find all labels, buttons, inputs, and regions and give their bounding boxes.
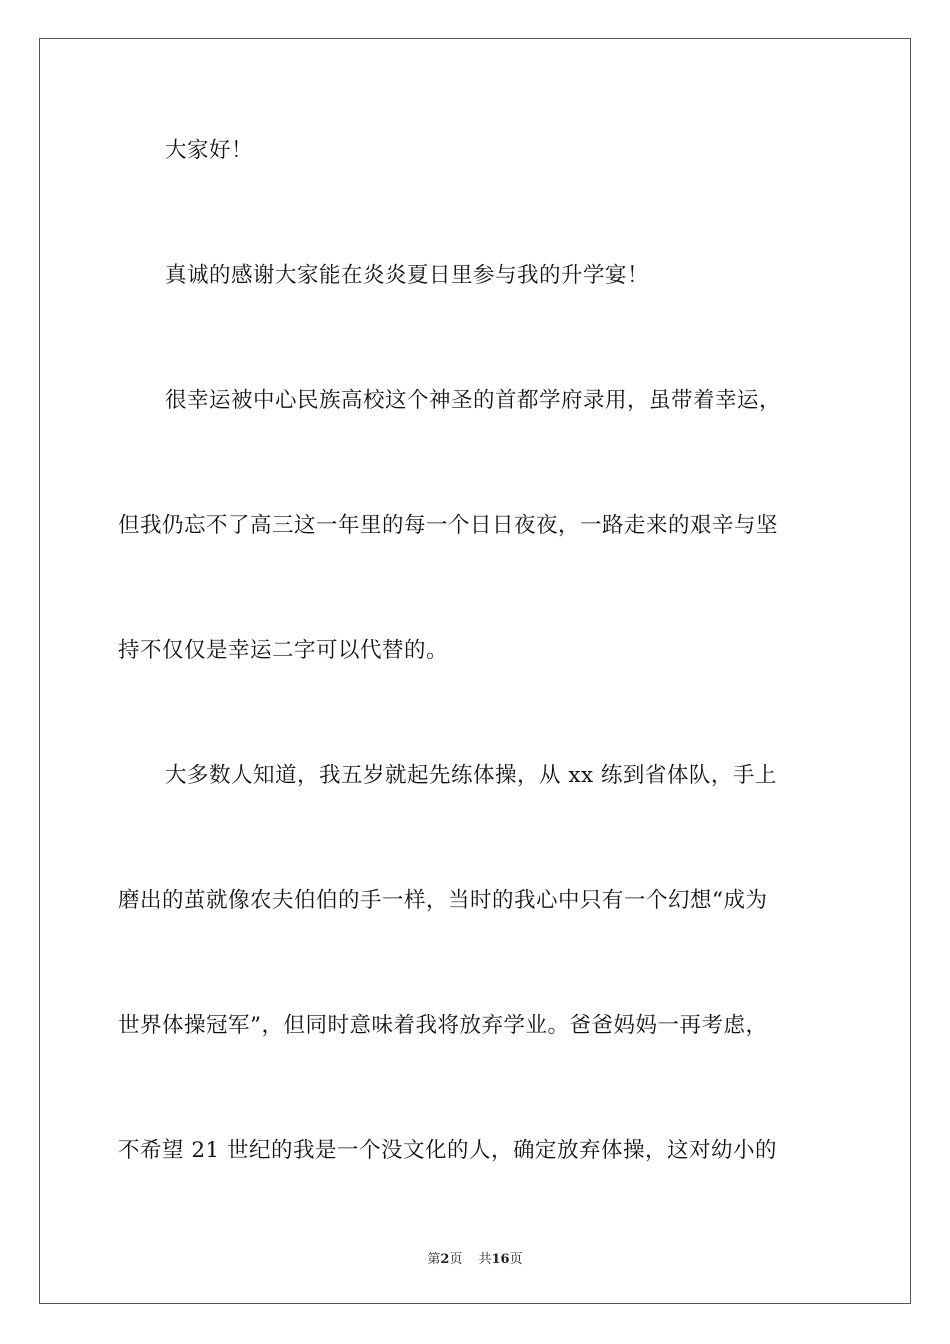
paragraph-line-8: 世界体操冠军”，但同时意味着我将放弃学业。爸爸妈妈一再考虑， xyxy=(118,1013,768,1038)
page-footer xyxy=(0,1248,950,1267)
paragraph-line-2: 真诚的感谢大家能在炎炎夏日里参与我的升学宴！ xyxy=(165,263,650,288)
paragraph-line-5: 持不仅仅是幸运二字可以代替的。 xyxy=(118,638,449,663)
page-suffix: 页 xyxy=(449,1252,463,1267)
paragraph-line-1: 大家好！ xyxy=(165,138,254,163)
page-number: 2 xyxy=(440,1252,450,1267)
total-prefix: 共 xyxy=(478,1252,492,1267)
page-prefix: 第 xyxy=(427,1252,441,1267)
page-border xyxy=(39,38,911,1304)
total-pages: 16 xyxy=(491,1252,510,1267)
paragraph-line-9: 不希望 21 世纪的我是一个没文化的人，确定放弃体操，这对幼小的 xyxy=(118,1138,778,1163)
paragraph-line-6: 大多数人知道，我五岁就起先练体操，从 xx 练到省体队，手上 xyxy=(165,763,777,788)
paragraph-line-4: 但我仍忘不了高三这一年里的每一个日日夜夜，一路走来的艰辛与坚 xyxy=(118,513,779,538)
paragraph-line-7: 磨出的茧就像农夫伯伯的手一样，当时的我心中只有一个幻想“成为 xyxy=(118,888,768,913)
total-suffix: 页 xyxy=(509,1252,523,1267)
paragraph-line-3: 很幸运被中心民族高校这个神圣的首都学府录用，虽带着幸运， xyxy=(165,388,782,413)
